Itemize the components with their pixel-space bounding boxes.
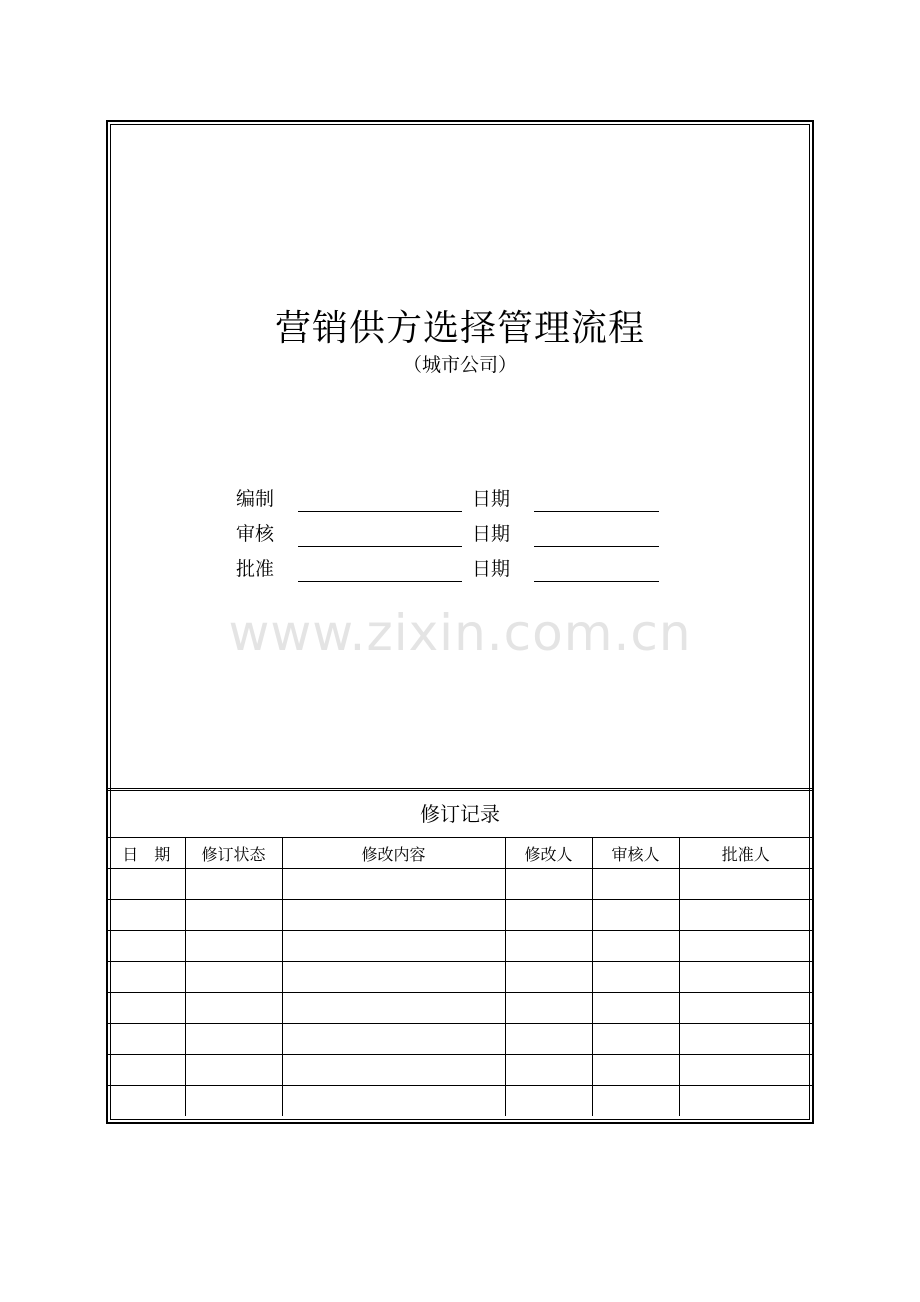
column-header-approver: 批准人 [679,838,812,869]
date-line [534,511,659,512]
sign-label: 审核 [236,523,275,545]
table-row [108,962,812,993]
table-cell [108,1086,185,1117]
table-cell [679,1024,812,1055]
revision-table-body [108,869,812,1117]
signature-line [298,581,462,582]
column-header-date: 日 期 [108,838,185,869]
table-cell [282,1086,505,1117]
table-cell [592,869,679,900]
table-cell [592,993,679,1024]
table-cell [505,869,592,900]
table-cell [505,931,592,962]
table-cell [592,1024,679,1055]
table-cell [679,869,812,900]
watermark: www.zixin.com.cn [228,604,692,662]
table-cell [185,993,282,1024]
table-cell [185,900,282,931]
table-cell [505,1055,592,1086]
date-line [534,546,659,547]
date-label: 日期 [472,558,511,580]
table-cell [108,962,185,993]
table-row [108,993,812,1024]
table-cell [108,1055,185,1086]
revision-table [108,838,812,1116]
table-cell [505,1086,592,1117]
table-cell [679,931,812,962]
table-row [108,900,812,931]
sign-row-review [236,519,676,549]
table-row [108,931,812,962]
table-cell [592,1055,679,1086]
sign-label: 编制 [236,488,275,510]
table-cell [505,962,592,993]
table-cell [505,900,592,931]
sign-row-compile [236,484,676,514]
table-cell [185,962,282,993]
column-header-modifier: 修改人 [505,838,592,869]
table-cell [185,1086,282,1117]
table-row [108,1055,812,1086]
date-label: 日期 [472,488,511,510]
table-cell [592,1086,679,1117]
sign-row-approve [236,554,676,584]
table-cell [592,962,679,993]
column-header-content: 修改内容 [282,838,505,869]
document-subtitle: （城市公司） [402,354,517,376]
table-cell [505,993,592,1024]
table-row [108,1086,812,1117]
table-header-row [108,838,812,869]
table-cell [679,1055,812,1086]
table-cell [108,1024,185,1055]
column-header-status: 修订状态 [185,838,282,869]
table-cell [108,869,185,900]
table-cell [282,993,505,1024]
table-cell [185,931,282,962]
table-cell [282,931,505,962]
document-title: 营销供方选择管理流程 [274,308,645,349]
table-row [108,869,812,900]
cover-section [108,122,812,788]
table-cell [108,900,185,931]
column-header-reviewer: 审核人 [592,838,679,869]
table-cell [282,1024,505,1055]
table-cell [108,931,185,962]
revision-title: 修订记录 [108,791,812,838]
sign-label: 批准 [236,558,275,580]
document-frame [106,120,814,1124]
table-cell [282,962,505,993]
table-cell [282,900,505,931]
table-cell [592,900,679,931]
table-cell [679,1086,812,1117]
signature-line [298,511,462,512]
signature-line [298,546,462,547]
table-cell [185,1024,282,1055]
date-label: 日期 [472,523,511,545]
table-cell [282,1055,505,1086]
revision-record-section [108,791,812,1116]
table-cell [185,1055,282,1086]
table-cell [505,1024,592,1055]
date-line [534,581,659,582]
table-row [108,1024,812,1055]
table-cell [679,993,812,1024]
table-cell [282,869,505,900]
table-cell [108,993,185,1024]
table-cell [592,931,679,962]
table-cell [185,869,282,900]
table-cell [679,900,812,931]
table-cell [679,962,812,993]
